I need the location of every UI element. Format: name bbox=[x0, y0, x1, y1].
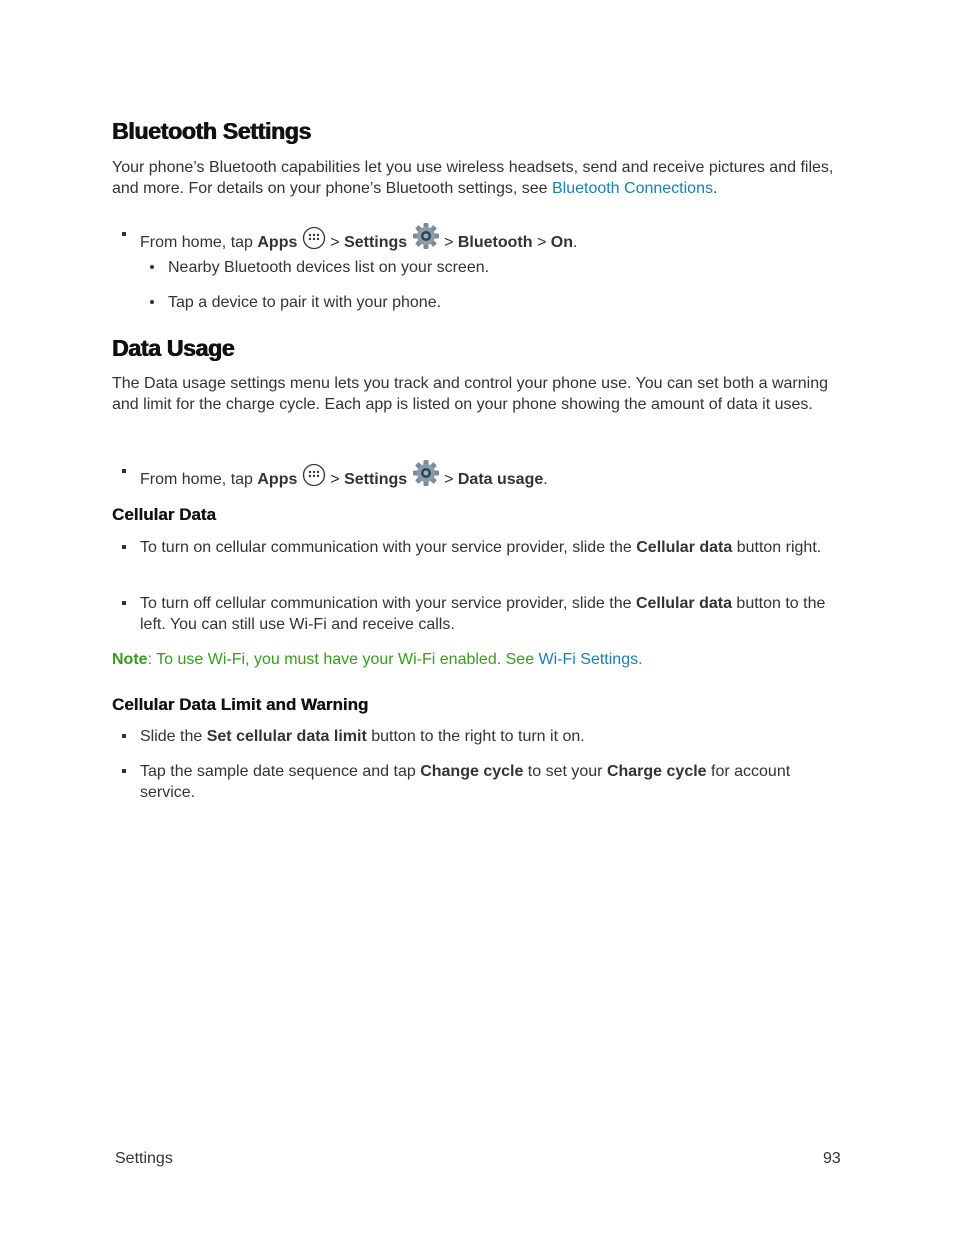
data-usage-step bbox=[122, 459, 842, 493]
separator: > bbox=[439, 471, 458, 488]
bullet-text-end: button to the right to turn it on. bbox=[366, 728, 585, 745]
bullet-text-end: for account service. bbox=[140, 763, 791, 801]
bullet-square bbox=[122, 601, 126, 605]
list-item bbox=[150, 292, 870, 313]
separator: > bbox=[439, 234, 458, 251]
list-item bbox=[122, 726, 842, 747]
bullet-square bbox=[122, 469, 126, 473]
settings-gear-icon bbox=[412, 222, 440, 256]
bullet-text: To turn on cellular communication with your service provider, slide the bbox=[140, 539, 637, 556]
cellular-data-label: Cellular data bbox=[635, 595, 732, 612]
list-item bbox=[122, 593, 842, 635]
period: . bbox=[572, 234, 578, 251]
list-item bbox=[122, 537, 842, 558]
settings-label: Settings bbox=[344, 471, 408, 488]
bullet-text: Slide the bbox=[140, 728, 207, 745]
separator: > bbox=[532, 234, 551, 251]
bluetooth-intro-text: Your phone’s Bluetooth capabilities let you use wireless headsets, send and receive pictures and files, and more. For details on your phone’s Bluetooth settings, see bbox=[112, 159, 834, 197]
data-usage-label: Data usage bbox=[457, 471, 544, 488]
heading-cellular-data-limit: Cellular Data Limit and Warning bbox=[112, 695, 369, 714]
bluetooth-intro-end: . bbox=[712, 180, 718, 197]
bullet-dot bbox=[150, 300, 154, 304]
note-end: . bbox=[638, 651, 643, 668]
set-limit-label: Set cellular data limit bbox=[206, 728, 367, 745]
bluetooth-connections-link[interactable]: Bluetooth Connections bbox=[551, 180, 713, 197]
bluetooth-step bbox=[122, 222, 842, 256]
heading-bluetooth-settings: Bluetooth Settings bbox=[112, 118, 312, 144]
bullet-text-end: button to the left. You can still use Wi-Fi and receive calls. bbox=[140, 595, 826, 633]
footer-section-name: Settings bbox=[115, 1150, 173, 1167]
apps-label: Apps bbox=[257, 234, 298, 251]
note-text: : To use Wi-Fi, you must have your Wi-Fi enabled. See bbox=[147, 651, 539, 668]
step-text: From home, tap bbox=[140, 471, 258, 488]
separator: > bbox=[325, 234, 345, 251]
note-label: Note bbox=[112, 651, 148, 668]
settings-gear-icon bbox=[412, 459, 440, 493]
footer-page-number: 93 bbox=[823, 1150, 841, 1167]
cellular-data-label: Cellular data bbox=[636, 539, 733, 556]
sub-bullet-text: Tap a device to pair it with your phone. bbox=[168, 294, 442, 311]
change-cycle-label: Change cycle bbox=[420, 763, 524, 780]
bullet-dot bbox=[150, 265, 154, 269]
sub-bullet-text: Nearby Bluetooth devices list on your screen. bbox=[168, 259, 490, 276]
list-item bbox=[150, 257, 870, 278]
on-label: On bbox=[550, 234, 573, 251]
bluetooth-intro bbox=[112, 157, 837, 199]
bluetooth-label: Bluetooth bbox=[457, 234, 533, 251]
apps-label: Apps bbox=[257, 471, 298, 488]
wifi-settings-link[interactable]: Wi-Fi Settings bbox=[538, 651, 639, 668]
bullet-text-mid: to set your bbox=[523, 763, 607, 780]
bullet-square bbox=[122, 232, 126, 236]
charge-cycle-label: Charge cycle bbox=[606, 763, 707, 780]
heading-data-usage: Data Usage bbox=[112, 335, 235, 361]
step-text: From home, tap bbox=[140, 234, 258, 251]
data-usage-intro: The Data usage settings menu lets you track and control your phone use. You can set both a warning and limit for the charge cycle. Each app is listed on your phone showing the amount of data it uses. bbox=[112, 375, 829, 413]
separator: > bbox=[325, 471, 345, 488]
period: . bbox=[543, 471, 548, 488]
list-item bbox=[122, 761, 842, 803]
heading-cellular-data: Cellular Data bbox=[112, 505, 216, 524]
apps-grid-icon bbox=[302, 226, 326, 256]
apps-grid-icon bbox=[302, 463, 326, 493]
bullet-text: To turn off cellular communication with your service provider, slide the bbox=[140, 595, 636, 612]
bullet-text: Tap the sample date sequence and tap bbox=[140, 763, 421, 780]
bullet-square bbox=[122, 769, 126, 773]
bullet-text-end: button right. bbox=[732, 539, 822, 556]
bullet-square bbox=[122, 734, 126, 738]
note-paragraph bbox=[112, 649, 837, 670]
settings-label: Settings bbox=[344, 234, 408, 251]
bullet-square bbox=[122, 545, 126, 549]
